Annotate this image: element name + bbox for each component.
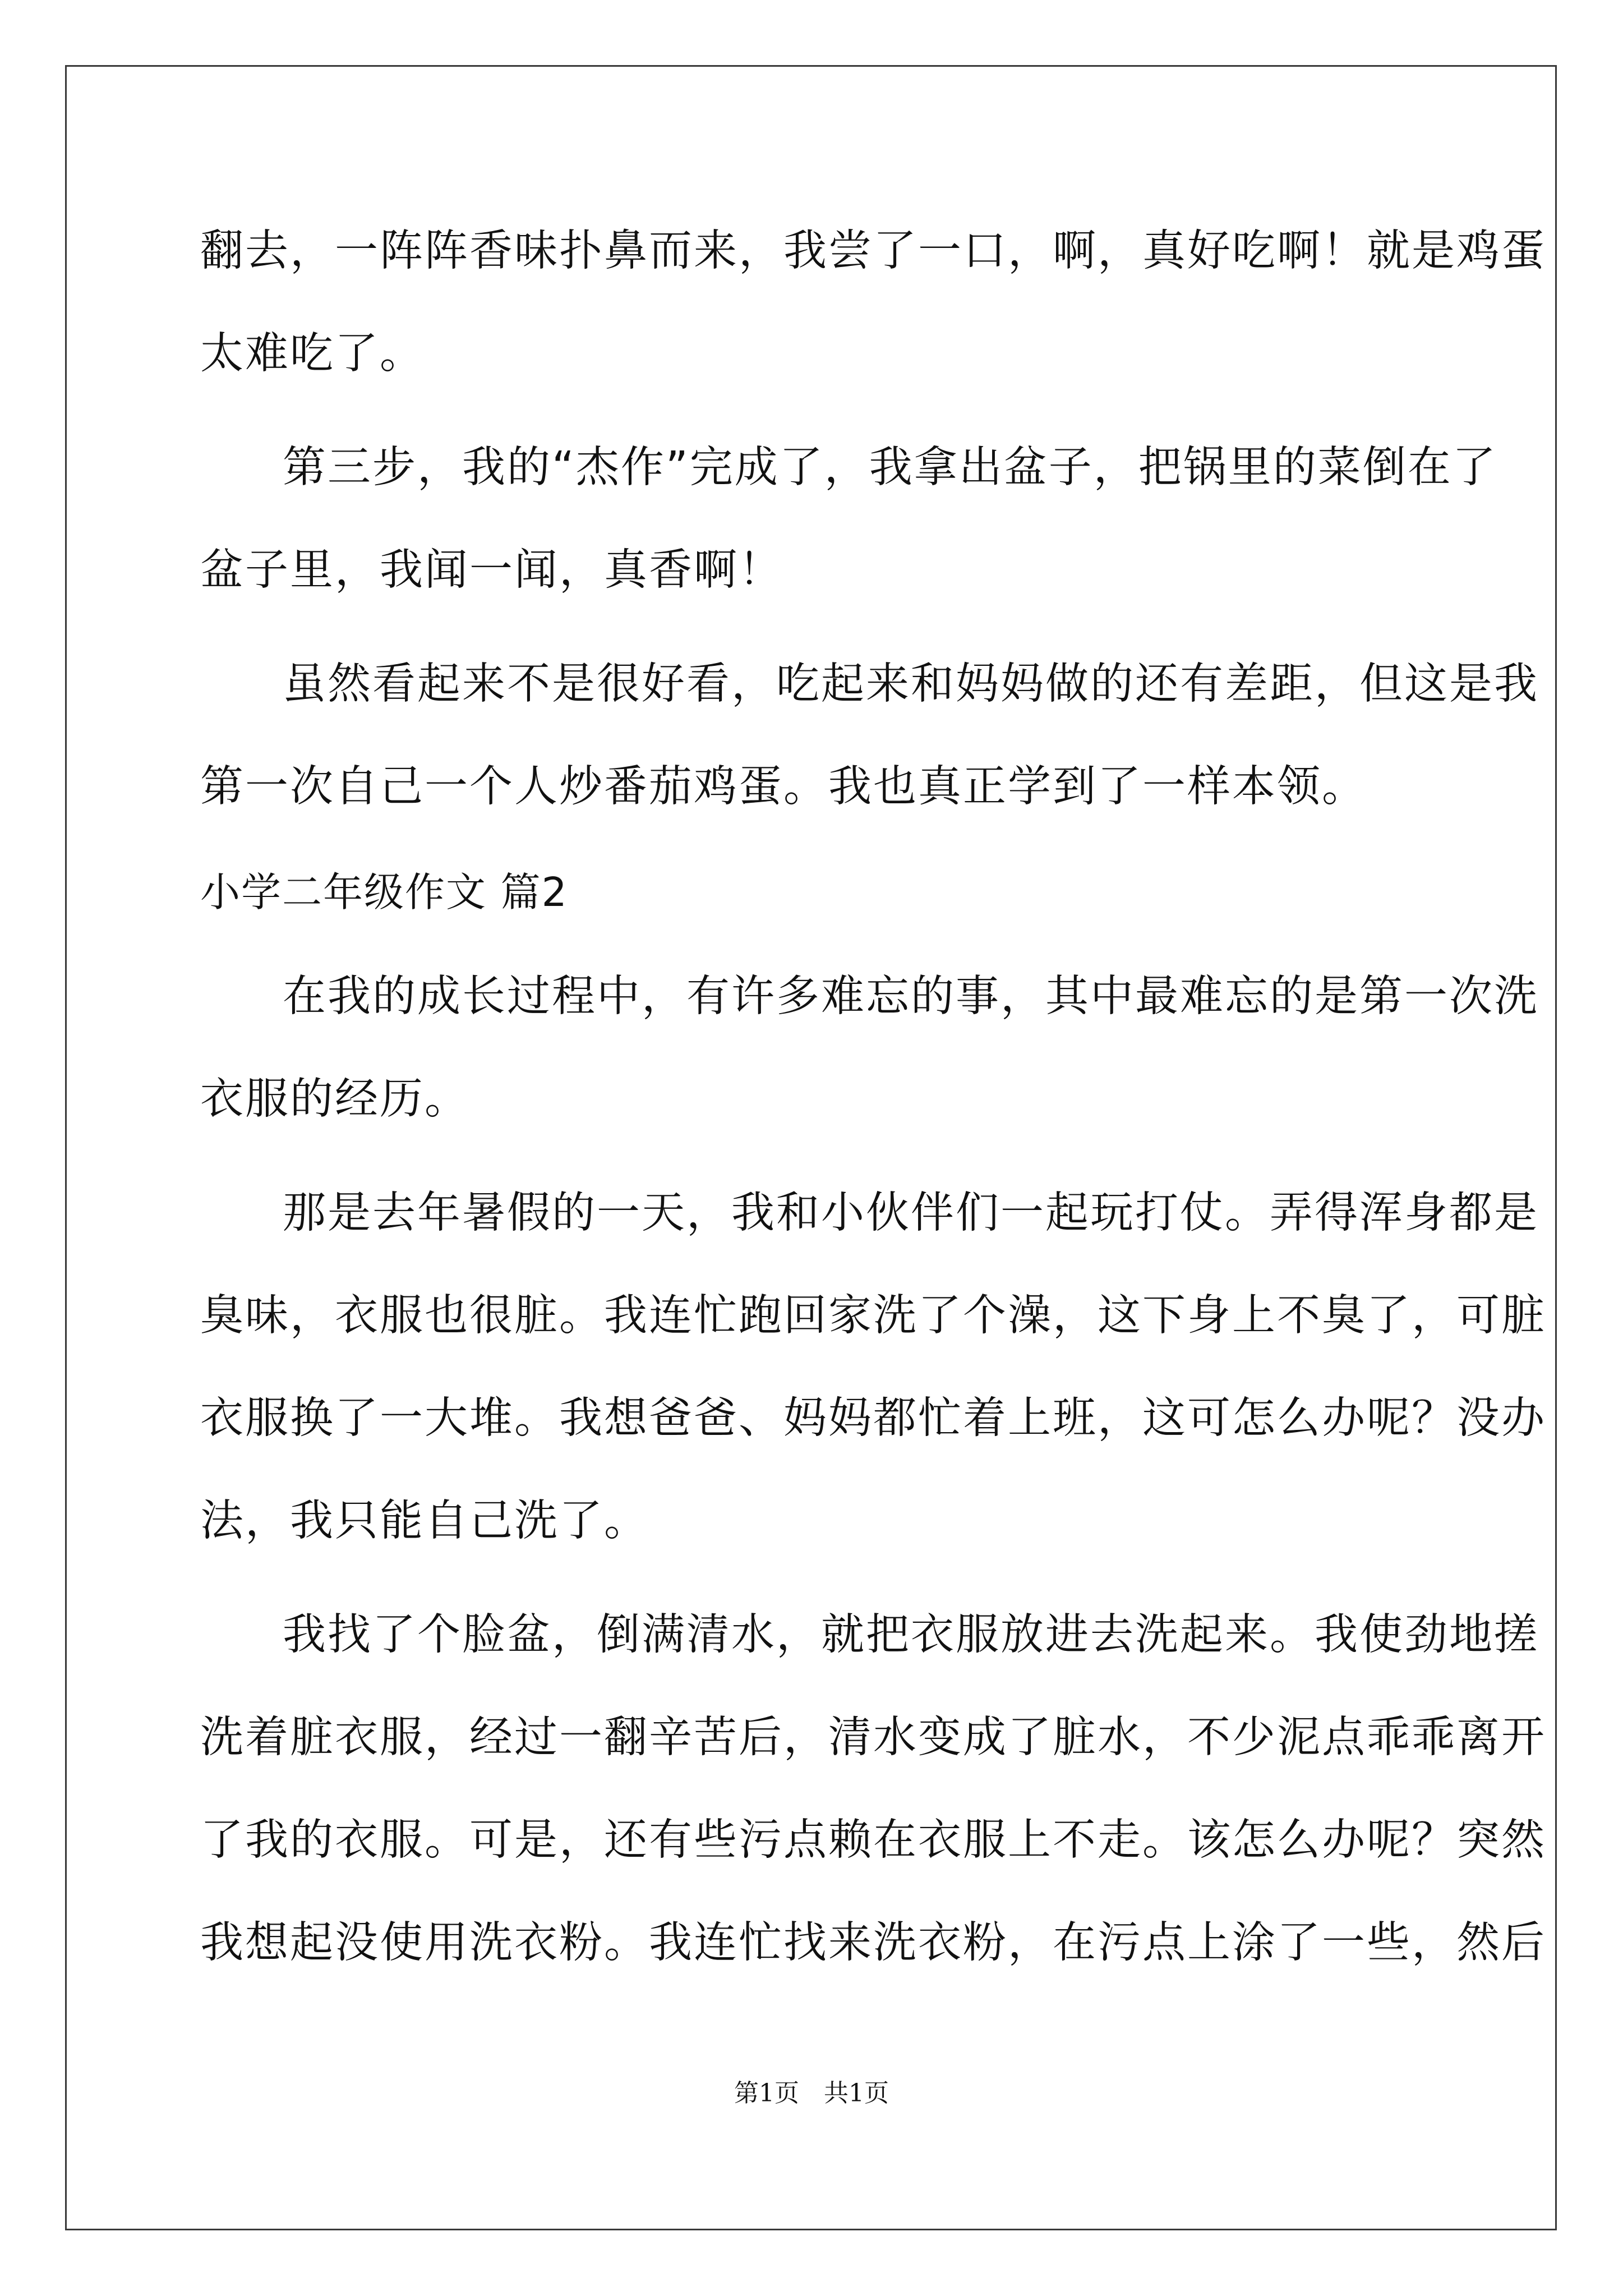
body-line: 第一次自己一个人炒番茄鸡蛋。我也真正学到了一样本领。 [200, 762, 1367, 812]
body-line: 我想起没使用洗衣粉。我连忙找来洗衣粉，在污点上涂了一些，然后 [200, 1918, 1546, 1968]
page-border [65, 65, 1557, 2230]
page-footer: 第1页 共1页 [734, 2079, 889, 2108]
body-line: 衣服的经历。 [200, 1074, 469, 1124]
body-line: 那是去年暑假的一天，我和小伙伴们一起玩打仗。弄得浑身都是 [283, 1188, 1539, 1238]
body-line: 太难吃了。 [200, 329, 425, 379]
body-line: 虽然看起来不是很好看，吃起来和妈妈做的还有差距，但这是我 [283, 659, 1539, 709]
body-line: 我找了个脸盆，倒满清水，就把衣服放进去洗起来。我使劲地搓 [283, 1610, 1539, 1660]
body-line: 法，我只能自己洗了。 [200, 1496, 649, 1546]
body-line: 臭味，衣服也很脏。我连忙跑回家洗了个澡，这下身上不臭了，可脏 [200, 1291, 1546, 1341]
body-line: 第三步，我的“杰作”完成了，我拿出盆子，把锅里的菜倒在了 [283, 443, 1497, 493]
section-heading: 小学二年级作文 篇2 [200, 869, 568, 915]
body-line: 翻去，一阵阵香味扑鼻而来，我尝了一口，啊，真好吃啊！就是鸡蛋 [200, 226, 1546, 276]
body-line: 洗着脏衣服，经过一翻辛苦后，清水变成了脏水，不少泥点乖乖离开 [200, 1713, 1546, 1763]
body-line: 衣服换了一大堆。我想爸爸、妈妈都忙着上班，这可怎么办呢？没办 [200, 1393, 1546, 1443]
body-line: 盆子里，我闻一闻，真香啊！ [200, 545, 783, 595]
body-line: 在我的成长过程中，有许多难忘的事，其中最难忘的是第一次洗 [283, 972, 1539, 1022]
body-line: 了我的衣服。可是，还有些污点赖在衣服上不走。该怎么办呢？突然 [200, 1815, 1546, 1865]
